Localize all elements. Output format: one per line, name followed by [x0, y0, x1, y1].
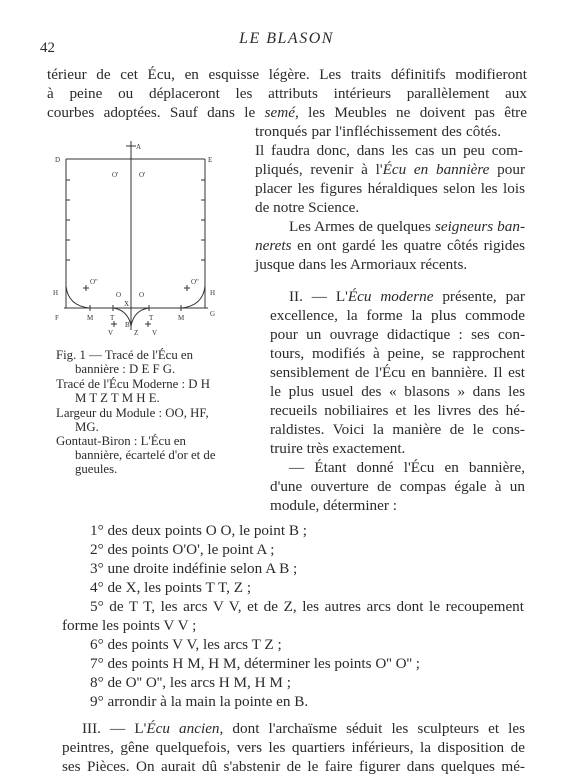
step-item: 5° de T T, les arcs V V, et de Z, les autres arcs dont le recoupement	[90, 598, 524, 615]
label-v-right: V	[152, 329, 158, 337]
step-item: 3° une droite indéfinie selon A B ;	[90, 560, 298, 577]
body-line: pliqués, revenir à l'Écu en bannière pour	[255, 161, 525, 178]
intro-line: térieur de cet Écu, en esquisse légère. Les traits définitifs modifieront	[47, 66, 527, 83]
figure-caption-line: bannière, écartelé d'or et de	[75, 448, 216, 462]
body-line: placer les figures héraldiques selon les lois	[255, 180, 525, 197]
intro-line: à peine ou déplaceront les attributs intérieurs parallèlement aux	[47, 85, 527, 102]
label-h-right: H	[210, 289, 216, 297]
section-two-line: pour un ouvrage didactique : ses con-	[270, 326, 525, 343]
label-t-right: T	[149, 314, 154, 322]
label-o-dbl-right: O''	[191, 278, 199, 286]
construction-diagram	[50, 140, 230, 340]
body-line: jusque dans les Armoriaux récents.	[255, 256, 468, 273]
figure-caption-line: Gontaut-Biron : L'Écu en	[56, 434, 186, 448]
label-t-left: T	[110, 314, 115, 322]
step-item: 9° arrondir à la main la pointe en B.	[90, 693, 309, 710]
section-two-line: — Étant donné l'Écu en bannière,	[289, 459, 525, 476]
page-number: 42	[40, 40, 55, 56]
body-line: de notre Science.	[255, 199, 360, 216]
label-a: A	[136, 143, 142, 151]
body-line: Il faudra donc, dans les cas un peu com-	[255, 142, 523, 159]
step-item: 7° des points H M, H M, déterminer les points O'' O'' ;	[90, 655, 421, 672]
section-two-line: tours, modifiés à peine, se rapprochent	[270, 345, 525, 362]
section-two-line: d'une ouverture de compas égale à un	[270, 478, 525, 495]
section-three-line: peintres, gêne quelquefois, vers les quartiers inférieurs, la disposition de	[62, 739, 525, 756]
step-item: 1° des deux points O O, le point B ;	[90, 522, 308, 539]
label-o-prime-right: O'	[139, 171, 146, 179]
section-two-line: raldistes. Voici la manière de le cons-	[270, 421, 525, 438]
label-m-left: M	[87, 314, 94, 322]
section-two-line: truire très exactement.	[270, 440, 406, 457]
section-three-line: ses Pièces. On aurait dû s'abstenir de le faire figurer dans quelques mé-	[62, 758, 525, 775]
figure-caption-line: Tracé de l'Écu Moderne : D H	[56, 377, 210, 391]
figure-caption-line: Fig. 1 — Tracé de l'Écu en	[56, 348, 194, 362]
label-v-left: V	[108, 329, 114, 337]
label-o-dbl-left: O''	[90, 278, 98, 286]
step-item: 6° des points V V, les arcs T Z ;	[90, 636, 282, 653]
step-item: 2° des points O'O', le point A ;	[90, 541, 275, 558]
section-two-line: le plus usuel des « blasons » dans les	[270, 383, 525, 400]
label-x: X	[124, 300, 130, 308]
running-title: LE BLASON	[239, 30, 334, 47]
label-o-right: O	[139, 291, 145, 299]
figure-caption-line: gueules.	[75, 462, 118, 476]
label-d: D	[55, 156, 61, 164]
step-item: 8° de O'' O'', les arcs H M, H M ;	[90, 674, 291, 691]
body-line: nerets en ont gardé les quatre côtés rigides	[255, 237, 525, 254]
figure-caption-line: MG.	[75, 420, 99, 434]
label-h-left: H	[53, 289, 59, 297]
section-two-line: II. — L'Écu moderne présente, par	[289, 288, 525, 305]
arc-hm-right	[181, 286, 205, 308]
section-two-line: module, déterminer :	[270, 497, 397, 514]
arc-tz-right	[131, 308, 149, 326]
figure-caption-line: Largeur du Module : OO, HF,	[56, 406, 209, 420]
section-two-line: sensiblement de l'Écu en bannière. Il est	[270, 364, 525, 381]
label-m-right: M	[178, 314, 185, 322]
step-item-continued: forme les points V V ;	[62, 617, 197, 634]
label-o-prime-left: O'	[112, 171, 119, 179]
label-g: G	[210, 310, 216, 318]
intro-line: courbes adoptées. Sauf dans le semé, les Meubles ne doivent pas être	[47, 104, 527, 121]
label-o-left: O	[116, 291, 122, 299]
step-item: 4° de X, les points T T, Z ;	[90, 579, 252, 596]
section-three-line: III. — L'Écu ancien, dont l'archaïsme séduit les sculpteurs et les	[82, 720, 525, 737]
body-line: tronqués par l'infléchissement des côtés.	[255, 123, 501, 140]
label-f: F	[55, 314, 59, 322]
label-z: Z	[134, 329, 139, 337]
section-two-line: recueils nobiliaires et les livres des hé-	[270, 402, 525, 419]
figure-caption-line: M T Z T M H E.	[75, 391, 160, 405]
label-b: B	[125, 321, 130, 329]
body-line: Les Armes de quelques seigneurs ban-	[289, 218, 525, 235]
figure-caption-line: bannière : D E F G.	[75, 362, 176, 376]
label-e: E	[208, 156, 213, 164]
section-two-line: excellence, la forme la plus commode	[270, 307, 525, 324]
